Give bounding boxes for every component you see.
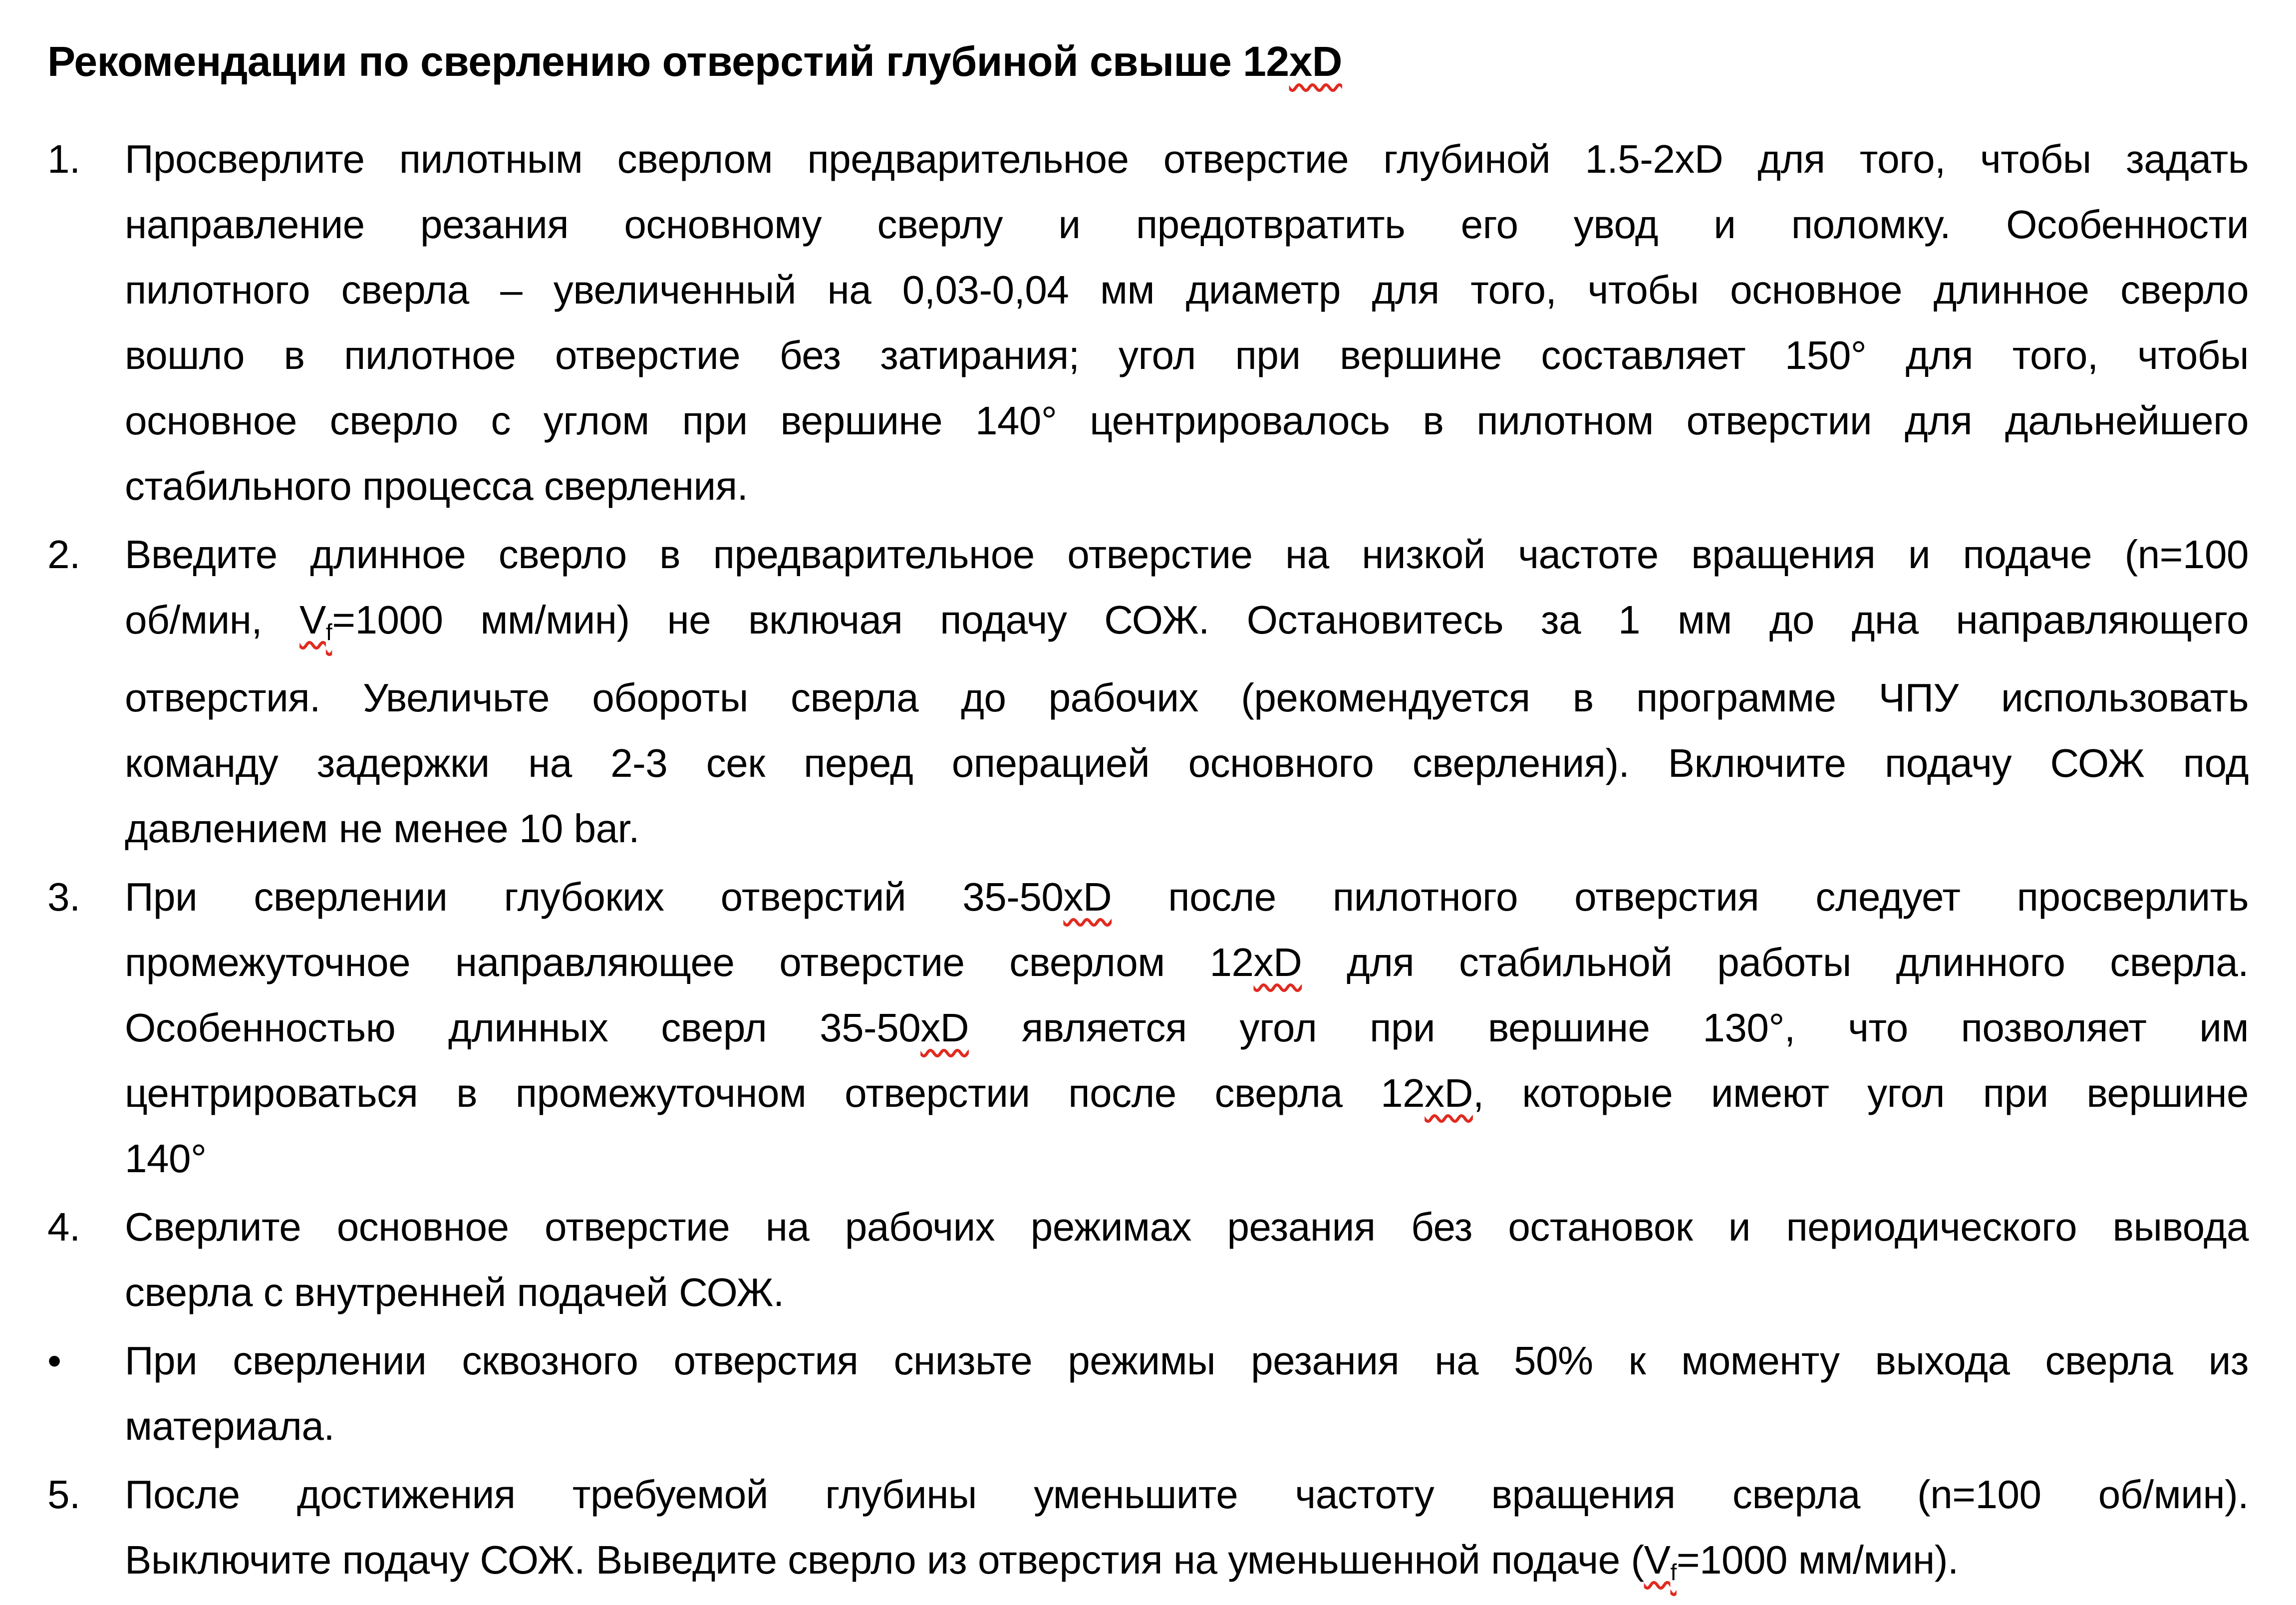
text-segment: При сверлении глубоких отверстий 35-50 xyxy=(125,874,1064,919)
list-item xyxy=(47,1194,2249,1325)
list-item-marker: 5. xyxy=(47,1472,80,1517)
text-line xyxy=(125,1126,2249,1191)
title-text: Рекомендации по сверлению отверстий глубиной свыше 12 xyxy=(47,38,1289,85)
title-spellcheck-underlined-word: xD xyxy=(1289,38,1342,85)
text-segment: 140° xyxy=(125,1136,207,1181)
text-segment: давлением не менее 10 bar. xyxy=(125,806,640,851)
text-segment: Введите длинное сверло в предварительное отверстие на низкой частоте вращения и подаче (n=100 xyxy=(125,532,2249,577)
text-segment: для стабильной работы длинного сверла. xyxy=(1302,940,2249,984)
text-segment: Просверлите пилотным сверлом предварительное отверстие глубиной 1.5-2xD для того, чтобы задать xyxy=(125,137,2249,181)
text-segment: =1000 мм/мин). xyxy=(1676,1537,1959,1582)
spellcheck-underlined-word: xD xyxy=(1063,874,1112,919)
text-line xyxy=(125,522,2249,587)
text-segment: об/мин, xyxy=(125,598,300,642)
list-item-text xyxy=(125,1462,2249,1605)
text-line xyxy=(125,322,2249,388)
text-line xyxy=(125,665,2249,730)
text-segment: Особенностью длинных сверл 35-50 xyxy=(125,1005,921,1050)
text-line xyxy=(125,1393,2249,1459)
list-item xyxy=(47,1328,2249,1459)
text-line xyxy=(125,1260,2249,1325)
text-line xyxy=(125,587,2249,665)
spellcheck-underlined-word: xD xyxy=(920,1005,969,1050)
text-segment: =1000 мм/мин) не включая подачу СОЖ. Остановитесь за 1 мм до дна направляющего xyxy=(332,598,2249,642)
text-segment: Выключите подачу СОЖ. Выведите сверло из отверстия на уменьшенной подаче ( xyxy=(125,1537,1644,1582)
text-segment: команду задержки на 2-3 сек перед операцией основного сверления). Включите подачу СОЖ под xyxy=(125,740,2249,785)
text-line xyxy=(125,126,2249,192)
list-item-text xyxy=(125,1328,2249,1459)
list-item-marker: • xyxy=(47,1338,61,1383)
text-segment: , которые имеют угол при вершине xyxy=(1472,1070,2249,1115)
page-title xyxy=(47,29,2249,94)
text-segment: центрироваться в промежуточном отверстии после сверла 12 xyxy=(125,1070,1425,1115)
list-item xyxy=(47,1462,2249,1605)
text-line xyxy=(125,1194,2249,1260)
list-item-text xyxy=(125,522,2249,861)
text-segment: После достижения требуемой глубины уменьшите частоту вращения сверла (n=100 об/мин). xyxy=(125,1472,2249,1517)
text-segment: основное сверло с углом при вершине 140° центрировалось в пилотном отверстии для дальнейшего xyxy=(125,398,2249,443)
text-line xyxy=(125,192,2249,257)
text-line xyxy=(125,257,2249,322)
text-line xyxy=(125,453,2249,519)
text-line xyxy=(125,730,2249,796)
list-item-text xyxy=(125,864,2249,1191)
list-item-marker: 4. xyxy=(47,1204,80,1249)
text-segment: отверстия. Увеличьте обороты сверла до рабочих (рекомендуется в программе ЧПУ использовать xyxy=(125,675,2249,720)
list-item-text xyxy=(125,126,2249,519)
text-line xyxy=(125,388,2249,453)
text-line xyxy=(125,995,2249,1060)
text-segment: является угол при вершине 130°, что позволяет им xyxy=(968,1005,2249,1050)
text-line xyxy=(125,1328,2249,1393)
text-segment: сверла с внутренней подачей СОЖ. xyxy=(125,1270,784,1314)
list-item-text xyxy=(125,1194,2249,1325)
text-segment: вошло в пилотное отверстие без затирания; угол при вершине составляет 150° для того, чтобы xyxy=(125,333,2249,377)
text-segment: промежуточное направляющее отверстие сверлом 12 xyxy=(125,940,1254,984)
text-segment: стабильного процесса сверления. xyxy=(125,464,748,508)
text-segment: пилотного сверла – увеличенный на 0,03-0,04 мм диаметр для того, чтобы основное длинное сверло xyxy=(125,268,2249,312)
text-line xyxy=(125,1462,2249,1527)
text-line xyxy=(125,864,2249,930)
text-segment: Сверлите основное отверстие на рабочих режимах резания без остановок и периодического вывода xyxy=(125,1204,2249,1249)
text-segment: после пилотного отверстия следует просверлить xyxy=(1112,874,2249,919)
spellcheck-underlined-word: V xyxy=(299,598,326,642)
list-item xyxy=(47,126,2249,519)
list-item-marker: 3. xyxy=(47,874,80,919)
list-item-marker: 2. xyxy=(47,532,80,577)
spellcheck-underlined-word: f xyxy=(1670,1559,1677,1585)
spellcheck-underlined-word: xD xyxy=(1253,940,1302,984)
spellcheck-underlined-word: xD xyxy=(1425,1070,1473,1115)
text-segment: направление резания основному сверлу и предотвратить его увод и поломку. Особенности xyxy=(125,202,2249,247)
text-line xyxy=(125,796,2249,861)
text-line xyxy=(125,1060,2249,1126)
text-segment: При сверлении сквозного отверстия снизьте режимы резания на 50% к моменту выхода сверла из xyxy=(125,1338,2249,1383)
text-segment: материала. xyxy=(125,1403,335,1448)
instructions-list xyxy=(47,126,2249,1605)
spellcheck-underlined-word: f xyxy=(325,619,332,645)
list-item xyxy=(47,522,2249,861)
spellcheck-underlined-word: V xyxy=(1644,1537,1671,1582)
list-item xyxy=(47,864,2249,1191)
text-line xyxy=(125,930,2249,995)
text-line xyxy=(125,1527,2249,1605)
list-item-marker: 1. xyxy=(47,137,80,181)
